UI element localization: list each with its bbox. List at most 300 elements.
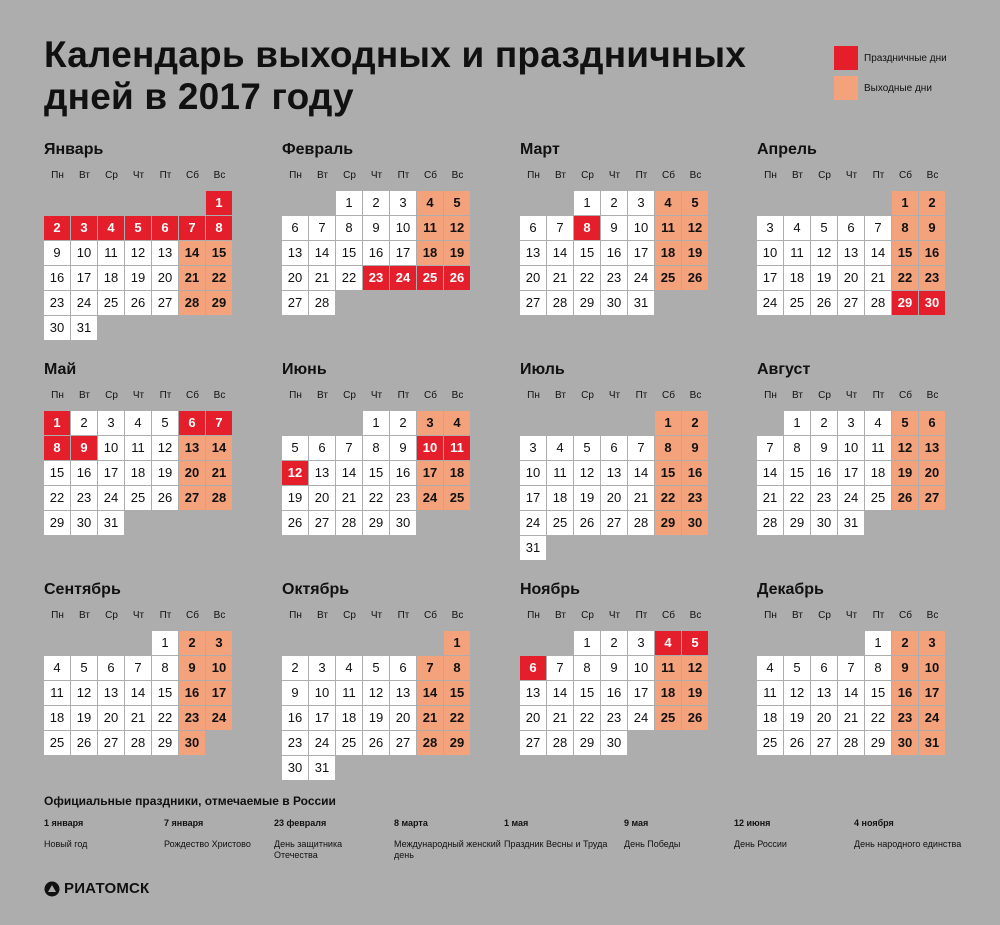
weekday-label: Вс bbox=[689, 390, 702, 401]
workday-cell: 20 bbox=[98, 706, 124, 730]
holiday-date: 1 мая bbox=[504, 818, 529, 828]
workday-cell: 16 bbox=[44, 266, 70, 290]
holiday-cell: 7 bbox=[179, 216, 205, 240]
workday-cell: 25 bbox=[547, 511, 573, 535]
holiday-cell: 11 bbox=[444, 436, 470, 460]
month-name: Ноябрь bbox=[520, 581, 580, 598]
weekend-cell: 30 bbox=[179, 731, 205, 755]
weekend-cell: 17 bbox=[206, 681, 232, 705]
day-grid bbox=[520, 411, 709, 561]
day-grid bbox=[282, 411, 471, 536]
holiday-cell: 8 bbox=[206, 216, 232, 240]
official-holidays bbox=[44, 794, 964, 860]
weekday-label: Пн bbox=[51, 390, 64, 401]
workday-cell: 28 bbox=[125, 731, 151, 755]
workday-cell: 28 bbox=[628, 511, 654, 535]
workday-cell: 29 bbox=[784, 511, 810, 535]
empty-cell bbox=[309, 411, 335, 435]
weekend-cell: 22 bbox=[206, 266, 232, 290]
workday-cell: 16 bbox=[71, 461, 97, 485]
weekend-cell: 16 bbox=[919, 241, 945, 265]
weekend-cell: 19 bbox=[892, 461, 918, 485]
workday-cell: 13 bbox=[601, 461, 627, 485]
empty-cell bbox=[784, 191, 810, 215]
workday-cell: 24 bbox=[757, 291, 783, 315]
workday-cell: 16 bbox=[282, 706, 308, 730]
empty-cell bbox=[282, 631, 308, 655]
weekday-label: Сб bbox=[899, 170, 912, 181]
empty-cell bbox=[547, 411, 573, 435]
weekend-cell: 13 bbox=[179, 436, 205, 460]
workday-cell: 27 bbox=[601, 511, 627, 535]
weekend-cell: 3 bbox=[206, 631, 232, 655]
weekday-header bbox=[757, 388, 946, 404]
workday-cell: 2 bbox=[601, 631, 627, 655]
weekday-header bbox=[44, 608, 233, 624]
workday-cell: 21 bbox=[757, 486, 783, 510]
workday-cell: 8 bbox=[152, 656, 178, 680]
weekday-label: Вт bbox=[555, 390, 566, 401]
workday-cell: 7 bbox=[865, 216, 891, 240]
workday-cell: 4 bbox=[547, 436, 573, 460]
weekday-label: Чт bbox=[608, 390, 621, 401]
workday-cell: 17 bbox=[71, 266, 97, 290]
workday-cell: 24 bbox=[628, 266, 654, 290]
workday-cell: 7 bbox=[547, 216, 573, 240]
weekend-cell: 11 bbox=[655, 656, 681, 680]
workday-cell: 12 bbox=[363, 681, 389, 705]
workday-cell: 31 bbox=[838, 511, 864, 535]
empty-cell bbox=[44, 631, 70, 655]
workday-cell: 2 bbox=[601, 191, 627, 215]
weekend-cell: 25 bbox=[655, 706, 681, 730]
workday-cell: 18 bbox=[125, 461, 151, 485]
weekday-label: Сб bbox=[899, 390, 912, 401]
weekday-label: Вс bbox=[213, 170, 226, 181]
workday-cell: 1 bbox=[336, 191, 362, 215]
weekend-cell: 11 bbox=[655, 216, 681, 240]
workday-cell: 29 bbox=[363, 511, 389, 535]
weekday-label: Пн bbox=[51, 610, 64, 621]
workday-cell: 7 bbox=[336, 436, 362, 460]
month-name: Март bbox=[520, 141, 560, 158]
workday-cell: 21 bbox=[628, 486, 654, 510]
empty-cell bbox=[784, 631, 810, 655]
weekday-label: Пт bbox=[397, 170, 410, 181]
weekday-label: Чт bbox=[132, 170, 145, 181]
month-name: Сентябрь bbox=[44, 581, 121, 598]
workday-cell: 11 bbox=[757, 681, 783, 705]
month-name: Июнь bbox=[282, 361, 327, 378]
holiday-item bbox=[624, 818, 734, 850]
workday-cell: 3 bbox=[390, 191, 416, 215]
weekend-cell: 27 bbox=[179, 486, 205, 510]
weekday-label: Ср bbox=[818, 610, 831, 621]
weekday-label: Пт bbox=[159, 390, 172, 401]
weekend-cell: 22 bbox=[892, 266, 918, 290]
workday-cell: 10 bbox=[520, 461, 546, 485]
workday-cell: 17 bbox=[309, 706, 335, 730]
weekday-label: Пн bbox=[51, 170, 64, 181]
workday-cell: 12 bbox=[574, 461, 600, 485]
weekend-cell: 1 bbox=[444, 631, 470, 655]
weekday-label: Вс bbox=[451, 170, 464, 181]
legend bbox=[834, 46, 947, 106]
weekend-cell: 5 bbox=[892, 411, 918, 435]
holiday-cell: 5 bbox=[125, 216, 151, 240]
weekend-cell: 30 bbox=[682, 511, 708, 535]
holiday-cell: 1 bbox=[206, 191, 232, 215]
workday-cell: 18 bbox=[784, 266, 810, 290]
workday-cell: 28 bbox=[336, 511, 362, 535]
weekend-cell: 22 bbox=[444, 706, 470, 730]
workday-cell: 23 bbox=[601, 706, 627, 730]
workday-cell: 22 bbox=[336, 266, 362, 290]
month-3 bbox=[520, 140, 709, 316]
workday-cell: 18 bbox=[44, 706, 70, 730]
weekday-label: Вт bbox=[79, 170, 90, 181]
weekday-header bbox=[282, 388, 471, 404]
workday-cell: 14 bbox=[309, 241, 335, 265]
workday-cell: 17 bbox=[628, 241, 654, 265]
workday-cell: 21 bbox=[838, 706, 864, 730]
empty-cell bbox=[628, 411, 654, 435]
weekend-cell: 22 bbox=[655, 486, 681, 510]
weekend-legend-label: Выходные дни bbox=[864, 82, 932, 94]
weekday-label: Вс bbox=[926, 390, 939, 401]
workday-cell: 30 bbox=[601, 291, 627, 315]
workday-cell: 23 bbox=[44, 291, 70, 315]
empty-cell bbox=[811, 631, 837, 655]
weekend-cell: 28 bbox=[206, 486, 232, 510]
holiday-item bbox=[274, 818, 384, 861]
weekday-label: Ср bbox=[581, 390, 594, 401]
workday-cell: 28 bbox=[547, 291, 573, 315]
month-name: Май bbox=[44, 361, 77, 378]
workday-cell: 29 bbox=[865, 731, 891, 755]
workday-cell: 1 bbox=[152, 631, 178, 655]
empty-cell bbox=[336, 631, 362, 655]
day-grid bbox=[757, 411, 946, 536]
weekday-label: Вс bbox=[926, 610, 939, 621]
holiday-date: 12 июня bbox=[734, 818, 771, 828]
workday-cell: 24 bbox=[520, 511, 546, 535]
weekend-cell: 7 bbox=[417, 656, 443, 680]
weekend-cell: 14 bbox=[179, 241, 205, 265]
weekend-swatch bbox=[834, 76, 858, 100]
weekend-cell: 12 bbox=[892, 436, 918, 460]
holiday-name: День защитника Отечества bbox=[274, 839, 343, 860]
empty-cell bbox=[865, 191, 891, 215]
empty-cell bbox=[282, 191, 308, 215]
holiday-cell: 6 bbox=[152, 216, 178, 240]
workday-cell: 28 bbox=[309, 291, 335, 315]
workday-cell: 31 bbox=[98, 511, 124, 535]
holiday-cell: 6 bbox=[520, 656, 546, 680]
workday-cell: 25 bbox=[125, 486, 151, 510]
workday-cell: 22 bbox=[363, 486, 389, 510]
workday-cell: 30 bbox=[282, 756, 308, 780]
weekday-label: Пн bbox=[289, 170, 302, 181]
workday-cell: 11 bbox=[547, 461, 573, 485]
workday-cell: 2 bbox=[71, 411, 97, 435]
workday-cell: 23 bbox=[390, 486, 416, 510]
workday-cell: 23 bbox=[282, 731, 308, 755]
holiday-cell: 30 bbox=[919, 291, 945, 315]
empty-cell bbox=[125, 191, 151, 215]
weekend-cell: 10 bbox=[206, 656, 232, 680]
weekday-label: Сб bbox=[186, 170, 199, 181]
weekend-cell: 9 bbox=[682, 436, 708, 460]
weekend-cell: 21 bbox=[417, 706, 443, 730]
weekday-label: Вт bbox=[792, 390, 803, 401]
workday-cell: 20 bbox=[811, 706, 837, 730]
weekday-label: Вт bbox=[792, 170, 803, 181]
weekend-cell: 2 bbox=[892, 631, 918, 655]
workday-cell: 18 bbox=[757, 706, 783, 730]
workday-cell: 11 bbox=[336, 681, 362, 705]
workday-cell: 7 bbox=[309, 216, 335, 240]
weekday-label: Пн bbox=[527, 170, 540, 181]
workday-cell: 17 bbox=[838, 461, 864, 485]
month-12 bbox=[757, 580, 946, 756]
workday-cell: 2 bbox=[811, 411, 837, 435]
workday-cell: 16 bbox=[390, 461, 416, 485]
workday-cell: 26 bbox=[125, 291, 151, 315]
empty-cell bbox=[417, 631, 443, 655]
workday-cell: 22 bbox=[44, 486, 70, 510]
holiday-cell: 6 bbox=[179, 411, 205, 435]
weekend-cell: 10 bbox=[919, 656, 945, 680]
workday-cell: 14 bbox=[757, 461, 783, 485]
weekend-cell: 4 bbox=[655, 191, 681, 215]
workday-cell: 1 bbox=[865, 631, 891, 655]
weekday-header bbox=[520, 608, 709, 624]
weekday-label: Ср bbox=[818, 170, 831, 181]
holiday-cell: 26 bbox=[444, 266, 470, 290]
workday-cell: 8 bbox=[363, 436, 389, 460]
workday-cell: 22 bbox=[784, 486, 810, 510]
workday-cell: 19 bbox=[784, 706, 810, 730]
holiday-item bbox=[394, 818, 504, 861]
weekday-label: Чт bbox=[370, 170, 383, 181]
workday-cell: 20 bbox=[520, 706, 546, 730]
empty-cell bbox=[601, 411, 627, 435]
weekday-label: Пт bbox=[397, 390, 410, 401]
holiday-cell: 3 bbox=[71, 216, 97, 240]
weekend-cell: 29 bbox=[444, 731, 470, 755]
workday-cell: 24 bbox=[98, 486, 124, 510]
holiday-date: 1 января bbox=[44, 818, 84, 828]
workday-cell: 12 bbox=[811, 241, 837, 265]
workday-cell: 25 bbox=[757, 731, 783, 755]
workday-cell: 7 bbox=[838, 656, 864, 680]
month-name: Октябрь bbox=[282, 581, 350, 598]
workday-cell: 29 bbox=[574, 291, 600, 315]
workday-cell: 15 bbox=[152, 681, 178, 705]
workday-cell: 7 bbox=[757, 436, 783, 460]
workday-cell: 3 bbox=[628, 631, 654, 655]
workday-cell: 27 bbox=[520, 291, 546, 315]
workday-cell: 10 bbox=[628, 216, 654, 240]
weekday-label: Пт bbox=[397, 610, 410, 621]
workday-cell: 22 bbox=[574, 266, 600, 290]
workday-cell: 20 bbox=[309, 486, 335, 510]
empty-cell bbox=[811, 191, 837, 215]
weekday-label: Чт bbox=[370, 390, 383, 401]
weekend-cell: 3 bbox=[417, 411, 443, 435]
weekday-label: Чт bbox=[132, 390, 145, 401]
empty-cell bbox=[574, 411, 600, 435]
weekend-cell: 13 bbox=[919, 436, 945, 460]
month-name: Апрель bbox=[757, 141, 817, 158]
workday-cell: 6 bbox=[601, 436, 627, 460]
weekend-cell: 8 bbox=[444, 656, 470, 680]
holiday-date: 4 ноября bbox=[854, 818, 894, 828]
month-4 bbox=[757, 140, 946, 316]
workday-cell: 26 bbox=[152, 486, 178, 510]
weekend-cell: 26 bbox=[892, 486, 918, 510]
workday-cell: 2 bbox=[282, 656, 308, 680]
workday-cell: 27 bbox=[811, 731, 837, 755]
holiday-name: Рождество Христово bbox=[164, 839, 251, 849]
workday-cell: 4 bbox=[125, 411, 151, 435]
weekday-label: Пн bbox=[764, 390, 777, 401]
weekend-cell: 23 bbox=[179, 706, 205, 730]
weekend-cell: 19 bbox=[682, 241, 708, 265]
workday-cell: 15 bbox=[574, 681, 600, 705]
day-grid bbox=[44, 191, 233, 341]
weekend-cell: 30 bbox=[892, 731, 918, 755]
weekday-label: Чт bbox=[608, 170, 621, 181]
holiday-cell: 12 bbox=[282, 461, 308, 485]
weekend-cell: 25 bbox=[444, 486, 470, 510]
weekend-cell: 16 bbox=[682, 461, 708, 485]
weekday-label: Ср bbox=[105, 170, 118, 181]
workday-cell: 4 bbox=[757, 656, 783, 680]
workday-cell: 13 bbox=[390, 681, 416, 705]
legend-holiday bbox=[834, 46, 947, 70]
weekday-header bbox=[757, 608, 946, 624]
weekend-cell: 29 bbox=[206, 291, 232, 315]
empty-cell bbox=[757, 191, 783, 215]
weekend-cell: 12 bbox=[682, 656, 708, 680]
weekday-label: Чт bbox=[370, 610, 383, 621]
weekday-label: Вс bbox=[213, 390, 226, 401]
workday-cell: 10 bbox=[628, 656, 654, 680]
workday-cell: 25 bbox=[865, 486, 891, 510]
weekday-header bbox=[520, 168, 709, 184]
month-name: Август bbox=[757, 361, 811, 378]
weekday-label: Ср bbox=[581, 170, 594, 181]
workday-cell: 19 bbox=[152, 461, 178, 485]
day-grid bbox=[282, 191, 471, 316]
month-name: Январь bbox=[44, 141, 104, 158]
workday-cell: 7 bbox=[628, 436, 654, 460]
workday-cell: 9 bbox=[282, 681, 308, 705]
weekday-label: Сб bbox=[186, 390, 199, 401]
workday-cell: 9 bbox=[44, 241, 70, 265]
weekend-cell: 5 bbox=[444, 191, 470, 215]
holiday-date: 9 мая bbox=[624, 818, 649, 828]
workday-cell: 23 bbox=[71, 486, 97, 510]
workday-cell: 2 bbox=[363, 191, 389, 215]
workday-cell: 13 bbox=[282, 241, 308, 265]
workday-cell: 14 bbox=[547, 681, 573, 705]
weekday-label: Пт bbox=[635, 390, 648, 401]
workday-cell: 17 bbox=[98, 461, 124, 485]
workday-cell: 17 bbox=[390, 241, 416, 265]
weekday-header bbox=[282, 168, 471, 184]
holiday-item bbox=[44, 818, 154, 850]
workday-cell: 3 bbox=[520, 436, 546, 460]
holiday-item bbox=[164, 818, 274, 850]
month-5 bbox=[44, 360, 233, 536]
day-grid bbox=[757, 631, 946, 756]
empty-cell bbox=[179, 191, 205, 215]
weekday-label: Вт bbox=[792, 610, 803, 621]
holiday-name: День России bbox=[734, 839, 787, 849]
empty-cell bbox=[757, 411, 783, 435]
workday-cell: 24 bbox=[628, 706, 654, 730]
holiday-name: День народного единства bbox=[854, 839, 962, 849]
month-9 bbox=[44, 580, 233, 756]
workday-cell: 11 bbox=[125, 436, 151, 460]
weekend-cell: 15 bbox=[892, 241, 918, 265]
workday-cell: 13 bbox=[98, 681, 124, 705]
workday-cell: 27 bbox=[309, 511, 335, 535]
weekday-label: Вс bbox=[926, 170, 939, 181]
workday-cell: 4 bbox=[865, 411, 891, 435]
weekday-label: Пт bbox=[635, 170, 648, 181]
weekend-cell: 15 bbox=[206, 241, 232, 265]
workday-cell: 1 bbox=[574, 631, 600, 655]
weekday-label: Вс bbox=[689, 610, 702, 621]
empty-cell bbox=[282, 411, 308, 435]
month-6 bbox=[282, 360, 471, 536]
weekday-label: Сб bbox=[424, 610, 437, 621]
weekday-label: Вс bbox=[213, 610, 226, 621]
workday-cell: 21 bbox=[336, 486, 362, 510]
workday-cell: 30 bbox=[390, 511, 416, 535]
weekend-cell: 27 bbox=[919, 486, 945, 510]
day-grid bbox=[520, 191, 709, 316]
empty-cell bbox=[71, 191, 97, 215]
workday-cell: 29 bbox=[44, 511, 70, 535]
weekday-label: Ср bbox=[343, 610, 356, 621]
page-title: Календарь выходных и праздничных дней в 2017 году bbox=[44, 34, 747, 117]
workday-cell: 24 bbox=[71, 291, 97, 315]
weekday-label: Ср bbox=[343, 170, 356, 181]
workday-cell: 19 bbox=[125, 266, 151, 290]
weekday-label: Пн bbox=[764, 610, 777, 621]
workday-cell: 7 bbox=[125, 656, 151, 680]
workday-cell: 17 bbox=[757, 266, 783, 290]
holiday-cell: 8 bbox=[44, 436, 70, 460]
month-7 bbox=[520, 360, 709, 561]
workday-cell: 19 bbox=[574, 486, 600, 510]
weekend-cell: 15 bbox=[444, 681, 470, 705]
workday-cell: 4 bbox=[336, 656, 362, 680]
month-name: Декабрь bbox=[757, 581, 824, 598]
workday-cell: 18 bbox=[98, 266, 124, 290]
holiday-cell: 29 bbox=[892, 291, 918, 315]
workday-cell: 10 bbox=[838, 436, 864, 460]
weekend-cell: 1 bbox=[655, 411, 681, 435]
weekend-cell: 14 bbox=[206, 436, 232, 460]
weekend-cell: 23 bbox=[919, 266, 945, 290]
month-name: Июль bbox=[520, 361, 565, 378]
